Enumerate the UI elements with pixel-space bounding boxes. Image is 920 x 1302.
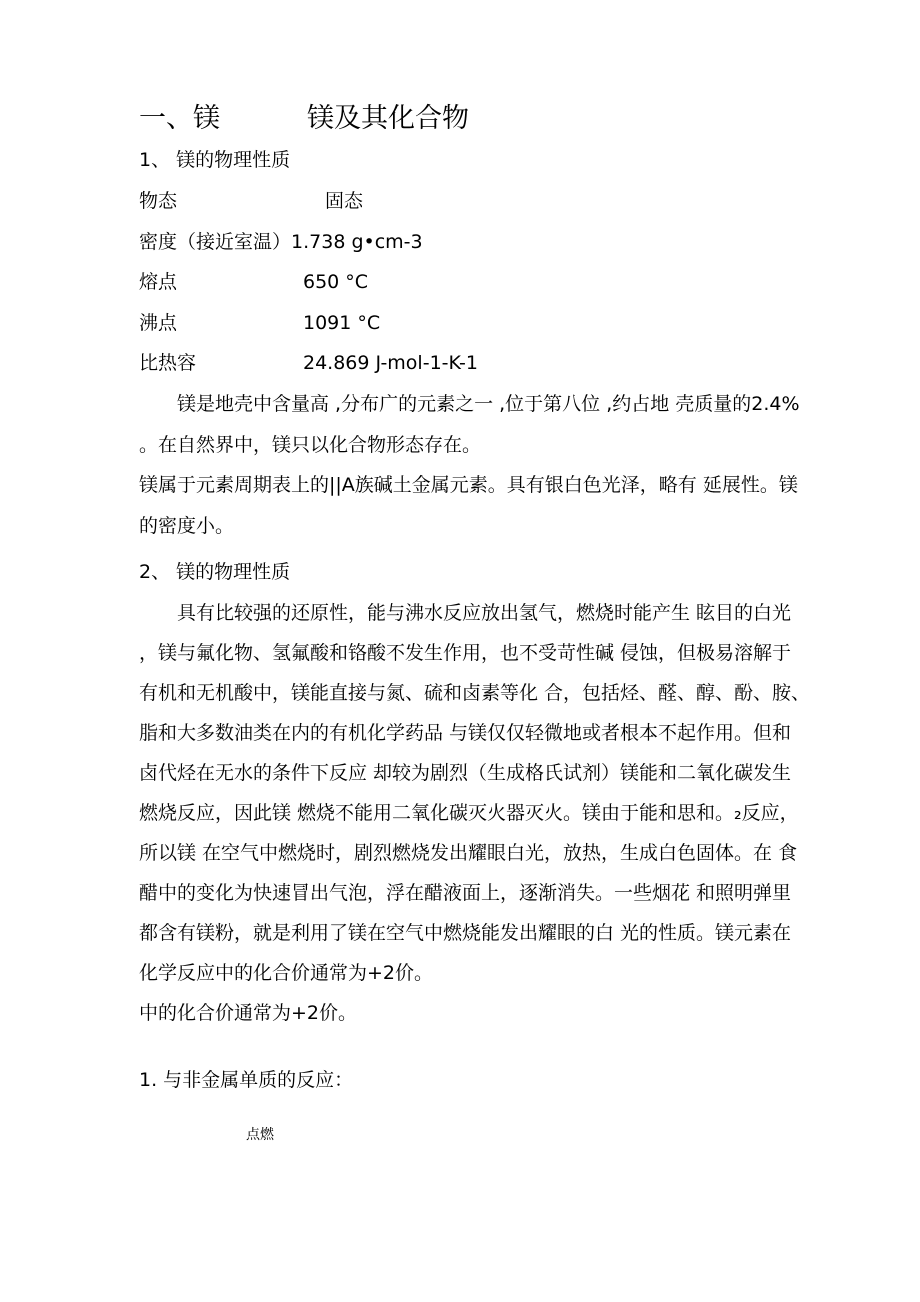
property-value: 1.738 g•cm-3 xyxy=(291,231,423,253)
paragraph-line: 所以镁 在空气中燃烧时，剧烈燃烧发出耀眼白光，放热，生成白色固体。在 食 xyxy=(139,842,798,864)
reaction-condition: 点燃 xyxy=(246,1127,274,1143)
paragraph-line: ，镁与氟化物、氢氟酸和铬酸不发生作用，也不受苛性碱 侵蚀，但极易溶解于 xyxy=(139,642,792,664)
property-label xyxy=(139,230,423,254)
paragraph-line: 镁属于元素周期表上的||A族碱土金属元素。具有银白色光泽，略有 延展性。镁 xyxy=(139,474,798,497)
section-heading: 2、 镁的物理性质 xyxy=(139,561,291,583)
section-heading: 1. 与非金属单质的反应： xyxy=(139,1069,354,1091)
paragraph-line: 的密度小。 xyxy=(139,515,235,538)
property-value: 1091 °C xyxy=(303,312,381,334)
property-value: 650 °C xyxy=(303,271,369,293)
page-title: 镁及其化合物 xyxy=(307,103,469,134)
paragraph-line: 卤代烃在无水的条件下反应 却较为剧烈（生成格氏试剂）镁能和二氧化碳发生 xyxy=(139,762,792,784)
section-heading: 1、 镁的物理性质 xyxy=(139,149,291,171)
paragraph-line: 具有比较强的还原性，能与沸水反应放出氢气，燃烧时能产生 眩目的白光 xyxy=(139,602,792,624)
paragraph-line: 化学反应中的化合价通常为+2价。 xyxy=(139,962,434,984)
property-label: 物态 xyxy=(139,190,178,212)
property-value: 24.869 J-mol-1-K-1 xyxy=(303,352,478,374)
paragraph-line: 中的化合价通常为+2价。 xyxy=(139,1002,358,1024)
paragraph-line: 。在自然界中，镁只以化合物形态存在。 xyxy=(139,433,482,456)
paragraph-line: 都含有镁粉，就是利用了镁在空气中燃烧能发出耀眼的白 光的性质。镁元素在 xyxy=(139,922,792,944)
property-label: 密度（接近室温） xyxy=(139,231,292,253)
paragraph-line: 有机和无机酸中，镁能直接与氮、硫和卤素等化 合，包括烃、醛、醇、酚、胺、 xyxy=(139,682,811,704)
paragraph-line: 燃烧反应，因此镁 燃烧不能用二氧化碳灭火器灭火。镁由于能和思和。₂反应， xyxy=(139,802,799,824)
property-label: 沸点 xyxy=(139,312,178,334)
property-label: 比热容 xyxy=(139,352,197,374)
paragraph-line: 镁是地壳中含量高 ,分布广的元素之一 ,位于第八位 ,约占地 壳质量的2.4% xyxy=(139,393,800,415)
title-prefix: 一、镁 xyxy=(139,103,220,134)
paragraph-line: 脂和大多数油类在内的有机化学药品 与镁仅仅轻微地或者根本不起作用。但和 xyxy=(139,722,792,744)
property-label: 熔点 xyxy=(139,271,178,293)
property-value: 固态 xyxy=(325,190,364,212)
paragraph-line: 醋中的变化为快速冒出气泡，浮在醋液面上，逐渐消失。一些烟花 和照明弹里 xyxy=(139,882,792,904)
